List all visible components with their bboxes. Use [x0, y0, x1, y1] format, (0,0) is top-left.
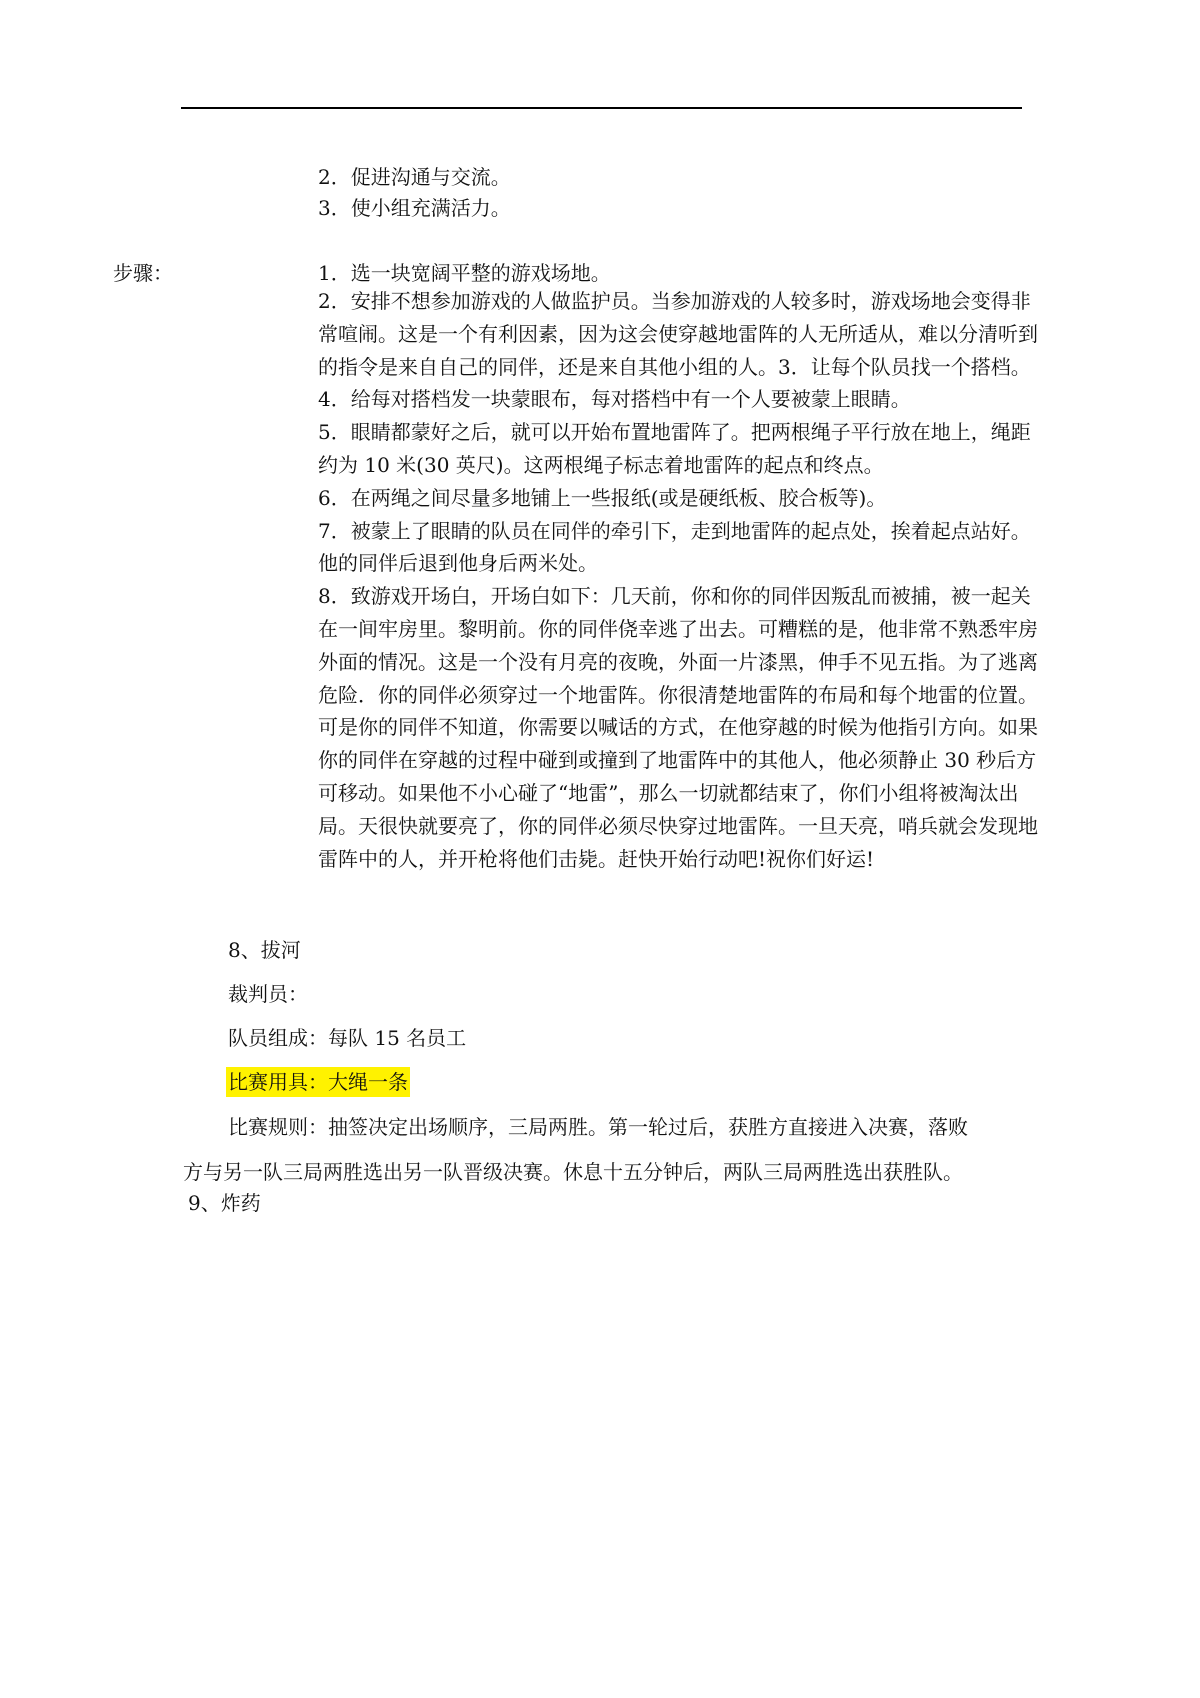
referee-line: 裁判员： — [228, 982, 308, 1006]
step-line: 7．被蒙上了眼睛的队员在同伴的牵引下，走到地雷阵的起点处，挨着起点站好。 — [318, 518, 1031, 543]
header-rule — [181, 107, 1022, 109]
equipment-highlight: 比赛用具：大绳一条 — [226, 1067, 410, 1097]
rules-line-2: 方与另一队三局两胜选出另一队晋级决赛。休息十五分钟后，两队三局两胜选出获胜队。 — [183, 1160, 963, 1184]
step-line: 可是你的同伴不知道，你需要以喊话的方式，在他穿越的时候为他指引方向。如果 — [318, 715, 1038, 740]
step-line: 的指令是来自自己的同伴，还是来自其他小组的人。3．让每个队员找一个搭档。 — [318, 354, 1031, 379]
section-heading-tug-of-war: 8、拔河 — [228, 938, 301, 962]
step-line: 4．给每对搭档发一块蒙眼布，每对搭档中有一个人要被蒙上眼睛。 — [318, 387, 911, 412]
step-line: 外面的情况。这是一个没有月亮的夜晚，外面一片漆黑，伸手不见五指。为了逃离 — [318, 649, 1038, 674]
step-line: 危险．你的同伴必须穿过一个地雷阵。你很清楚地雷阵的布局和每个地雷的位置。 — [318, 682, 1038, 707]
rules-line-1: 比赛规则：抽签决定出场顺序，三局两胜。第一轮过后，获胜方直接进入决赛，落败 — [228, 1115, 968, 1139]
step-line: 常喧闹。这是一个有利因素，因为这会使穿越地雷阵的人无所适从，难以分清听到 — [318, 321, 1038, 346]
steps-label: 步骤： — [113, 261, 173, 285]
step-line: 约为 10 米(30 英尺)。这两根绳子标志着地雷阵的起点和终点。 — [318, 452, 884, 477]
equipment-line — [226, 1067, 410, 1097]
team-composition-line: 队员组成：每队 15 名员工 — [228, 1026, 467, 1050]
step-line: 他的同伴后退到他身后两米处。 — [318, 551, 598, 576]
step-line: 6．在两绳之间尽量多地铺上一些报纸(或是硬纸板、胶合板等)。 — [318, 485, 887, 510]
step-line: 2．安排不想参加游戏的人做监护员。当参加游戏的人较多时，游戏场地会变得非 — [318, 289, 1031, 313]
step-line: 你的同伴在穿越的过程中碰到或撞到了地雷阵中的其他人，他必须静止 30 秒后方 — [318, 748, 1037, 773]
step-line: 局。天很快就要亮了，你的同伴必须尽快穿过地雷阵。一旦天亮，哨兵就会发现地 — [318, 813, 1038, 838]
step-line: 雷阵中的人，并开枪将他们击毙。赶快开始行动吧!祝你们好运! — [318, 846, 875, 871]
step-line: 5．眼睛都蒙好之后，就可以开始布置地雷阵了。把两根绳子平行放在地上，绳距 — [318, 420, 1031, 445]
step-line: 1．选一块宽阔平整的游戏场地。 — [318, 261, 611, 285]
objective-2: 2．促进沟通与交流。 — [318, 165, 511, 189]
objective-3: 3．使小组充满活力。 — [318, 196, 511, 220]
step-line: 在一间牢房里。黎明前。你的同伴侥幸逃了出去。可糟糕的是，他非常不熟悉牢房 — [318, 616, 1038, 641]
section-heading-explosives: 9、炸药 — [188, 1191, 261, 1215]
steps-body — [318, 285, 1078, 875]
step-line: 可移动。如果他不小心碰了“地雷”，那么一切就都结束了，你们小组将被淘汰出 — [318, 780, 1019, 805]
step-line: 8．致游戏开场白，开场白如下：几天前，你和你的同伴因叛乱而被捕，被一起关 — [318, 584, 1031, 609]
